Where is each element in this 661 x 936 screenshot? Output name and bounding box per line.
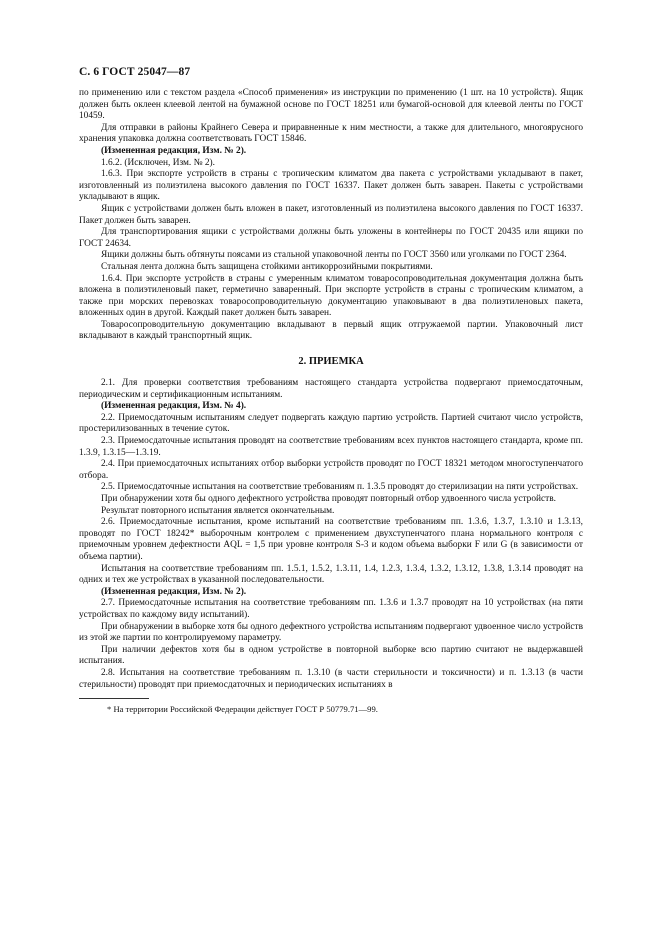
- footnote-divider: [79, 698, 149, 699]
- paragraph: Ящики должны быть обтянуты поясами из стальной упаковочной ленты по ГОСТ 3560 или уголками по ГОСТ 2364.: [101, 250, 567, 261]
- paragraph: 1.6.2. (Исключен, Изм. № 2).: [101, 157, 215, 168]
- page-header: С. 6 ГОСТ 25047—87: [79, 66, 191, 78]
- paragraph: При обнаружении хотя бы одного дефектного устройства проводят повторный отбор удвоенного числа устройств.: [101, 494, 556, 504]
- paragraph: 2.1. Для проверки соответствия требованиям настоящего стандарта устройства подвергают приемосдаточным, периодическим и сертификационным испытаниям.: [79, 378, 583, 400]
- paragraph: Стальная лента должна быть защищена стойкими антикоррозийными покрытиями.: [101, 261, 433, 272]
- paragraph: 1.6.3. При экспорте устройств в страны с тропическим климатом два пакета с устройствами укладывают в пакет, изготовленный из полиэтилена высокого давления по ГОСТ 16337. Пакет должен быть заварен. Пакеты с устройствами укладывают в ящик.: [79, 169, 583, 203]
- paragraph: Товаросопроводительную документацию вкладывают в первый ящик отгружаемой партии. Упаковочный лист вкладывают в каждый транспортный ящик.: [79, 319, 583, 342]
- paragraph: При обнаружении в выборке хотя бы одного дефектного устройства испытаниям подвергают удвоенное число устройств из этой же партии по контролируемому параметру.: [79, 621, 584, 644]
- paragraph: Результат повторного испытания является окончательным.: [101, 505, 335, 516]
- section-packaging: [79, 88, 583, 343]
- paragraph: 1.6.4. При экспорте устройств в страны с умеренным климатом товаросопроводительная документация должна быть вложена в полиэтиленовый пакет, герметично заваренный. При экспорте устройств в страны с тропическим климатом, а также при морских перевозках товаросопроводительную документацию упаковывают в два полиэтиленовых пакета, вложенных один в другой. Каждый пакет должен быть заварен.: [79, 273, 583, 319]
- revision-note: (Измененная редакция, Изм. № 2).: [101, 586, 247, 597]
- paragraph: 2.2. Приемосдаточным испытаниям следует подвергать каждую партию устройств. Партией считают число устройств, простерилизованных в течение суток.: [79, 412, 583, 435]
- paragraph: 2.5. Приемосдаточные испытания на соответствие требованиям п. 1.3.5 проводят до стерилизации на пяти устройствах.: [101, 482, 579, 493]
- document-page: [79, 66, 583, 715]
- revision-note: (Измененная редакция, Изм. № 4).: [101, 401, 247, 412]
- paragraph: 2.8. Испытания на соответствие требованиям п. 1.3.10 (в части стерильности и токсичности) и п. 1.3.13 (в части стерильности) проводят при приемосдаточных и периодических испытаниях в: [79, 667, 583, 690]
- paragraph: Для отправки в районы Крайнего Севера и приравненные к ним местности, а также для длительного, многоярусного хранения упаковка должна соответствовать ГОСТ 15846.: [79, 122, 583, 145]
- paragraph: по применению или с текстом раздела «Способ применения» из инструкции по применению (1 шт. на 10 устройств). Ящик должен быть оклеен клеевой лентой на бумажной основе по ГОСТ 18251 или бумагой-основой для клеевой ленты по ГОСТ 10459.: [79, 88, 583, 122]
- paragraph: 2.3. Приемосдаточные испытания проводят на соответствие требованиям всех пунктов настоящего стандарта, кроме пп. 1.3.9, 1.3.15—1.3.19.: [79, 436, 583, 458]
- paragraph: Для транспортирования ящики с устройствами должны быть уложены в контейнеры по ГОСТ 20435 или ящики по ГОСТ 24634.: [79, 227, 583, 249]
- paragraph: Ящик с устройствами должен быть вложен в пакет, изготовленный из полиэтилена высокого давления по ГОСТ 16337. Пакет должен быть заварен.: [79, 203, 583, 226]
- paragraph: Испытания на соответствие требованиям пп. 1.5.1, 1.5.2, 1.3.11, 1.4, 1.2.3, 1.3.4, 1.3.2, 1.3.12, 1.3.8, 1.3.14 проводят на одних и тех же устройствах в указанной последовательности.: [79, 563, 583, 586]
- paragraph: При наличии дефектов хотя бы в одном устройстве в повторной выборке всю партию считают не выдержавшей испытания.: [79, 644, 583, 667]
- section-acceptance: [79, 378, 583, 691]
- paragraph: 2.4. При приемосдаточных испытаниях отбор выборки устройств проводят по ГОСТ 18321 методом многоступенчатого отбора.: [79, 459, 583, 481]
- footnote: * На территории Российской Федерации действует ГОСТ Р 50779.71—99.: [107, 704, 378, 715]
- paragraph: 2.7. Приемосдаточные испытания на соответствие требованиям пп. 1.3.6 и 1.3.7 проводят на 10 устройствах (на пяти устройствах по каждому виду испытаний).: [79, 598, 583, 620]
- revision-note: (Измененная редакция, Изм. № 2).: [101, 145, 247, 156]
- section-title: 2. ПРИЕМКА: [298, 356, 364, 368]
- paragraph: 2.6. Приемосдаточные испытания, кроме испытаний на соответствие требованиям пп. 1.3.6, 1.3.7, 1.3.10 и 1.3.13, проводят по ГОСТ 18242* выборочным контролем с применением двухступенчатого плана нормального контроля с приемочным уровнем дефектности AQL = 1,5 при уровне контроля S-3 и кодом объема выборки F или G (в зависимости от объема партии).: [79, 517, 583, 562]
